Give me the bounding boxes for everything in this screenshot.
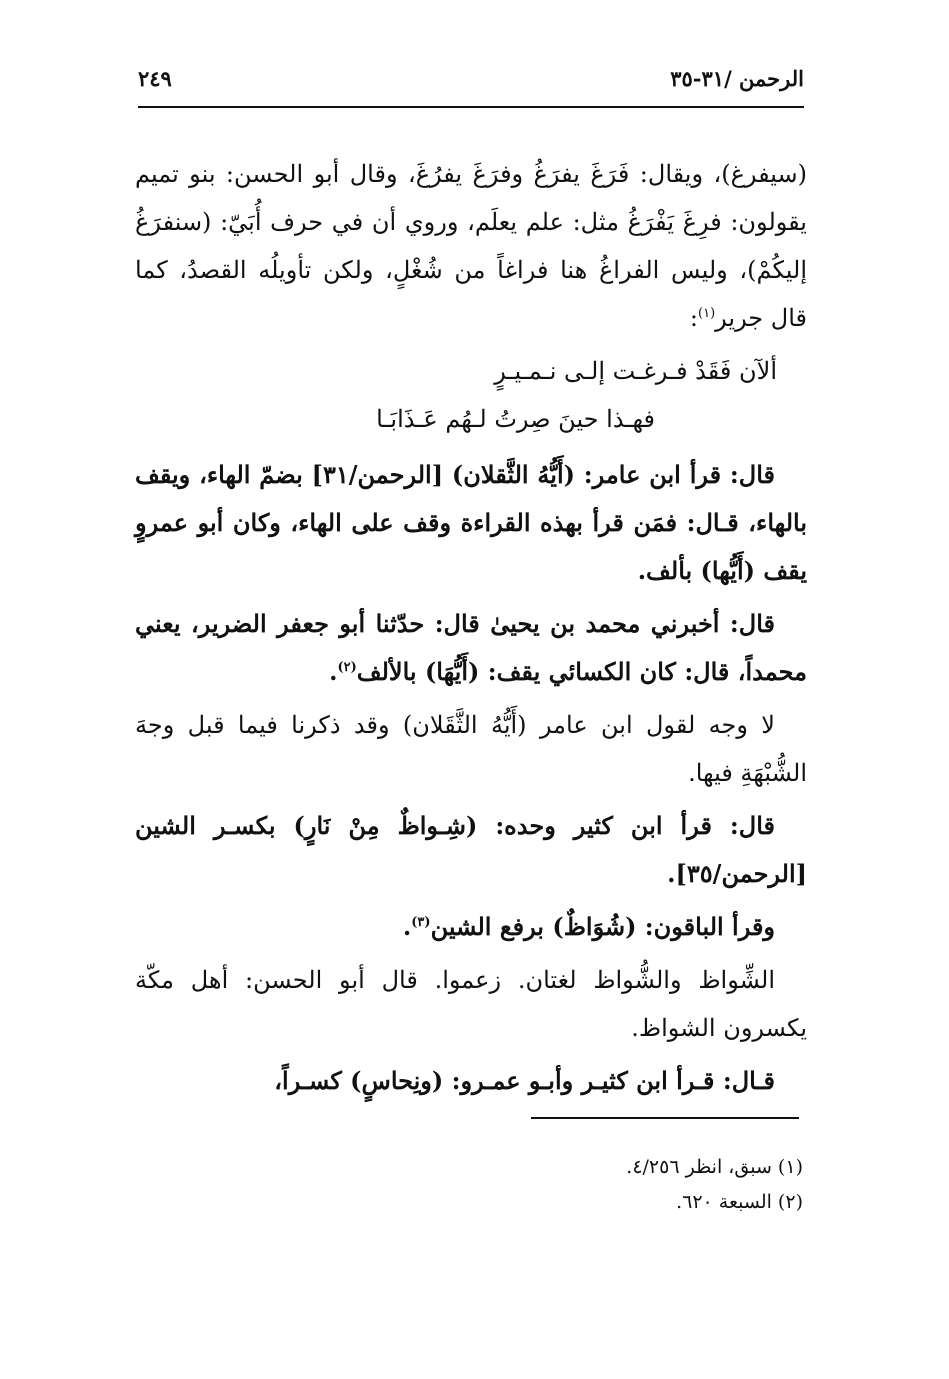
verse-line-2: فهـذا حينَ صِرتُ لـهُم عَـذَابَـا [376,405,655,433]
footnote-1: (١) سبق، انظر ٤/٢٥٦. [626,1156,803,1178]
footnotes [135,1150,803,1220]
paragraph-5: قال: قرأ ابن كثير وحده: (شِـواظٌ مِنْ نَارٍ) بكسـر الشين [الرحمن/٣٥]. [135,811,807,888]
page-number: ٢٤٩ [138,66,172,91]
paragraph-6: وقرأ الباقون: (شُوَاظٌ) برفع الشين$^{(٣)}$. [402,912,775,941]
paragraph-2: قال: قرأ ابن عامر: (أَيُّهُ الثَّقلان) [الرحمن/٣١] بضمّ الهاء، ويقف بالهاء، قـال: فمَن قرأ بهذه القراءة وقف على الهاء، وكان أبو عمروٍ يقف (أَيُّها) بألف. [135,460,808,585]
page-header [138,66,804,108]
paragraph-3: قال: أخبرني محمد بن يحيىٰ قال: حدّثنا أبو جعفر الضرير، يعني محمداً، قال: كان الكسائي يقف: (أَيُّهَا) بالألف$^{(٢)}$. [135,609,807,686]
paragraph-1: (سيفرغ)، ويقال: فَرَغَ يفرَغُ وفرَغَ يفرُغَ، وقال أبو الحسن: بنو تميم يقولون: فرِغَ يَفْرَغُ مثل: علم يعلَم، وروي أن في حرف أُبَيّ: (سنفرَغُ إليكُمْ)، وليس الفراغُ هنا فراغاً من شُغْلٍ، ولكن تأويلُه القصدُ، كما قال جرير$^{(١)}$: [135,160,807,332]
paragraph-8: قـال: قـرأ ابن كثيـر وأبـو عمـرو: (ونِحاسٍ) كسـراً، [274,1066,775,1095]
paragraph-7: الشِّواظ والشُّواظ لغتان. زعموا. قال أبو الحسن: أهل مكّة يكسرون الشواظ. [135,966,807,1042]
footnote-ref-1: (١) [698,306,716,321]
footnote-divider [531,1117,799,1119]
poetry-verse [135,347,807,443]
paragraph-4: لا وجه لقول ابن عامر (أَيُّهُ الثَّقَلان) وقد ذكرنا فيما قبل وجهَ الشُّبْهَةِ فيها. [135,711,807,787]
footnote-2: (٢) السبعة ٦٢٠. [676,1191,803,1213]
footnote-ref-2: (٢) [337,660,357,675]
footnote-ref-3: (٣) [411,915,431,930]
main-text [135,150,807,1110]
verse-line-1: ألآن فَقَدْ فـرغـت إلـى نـمـيـرٍ [494,357,777,385]
running-title: الرحمن /٣١-٣٥ [670,66,804,91]
